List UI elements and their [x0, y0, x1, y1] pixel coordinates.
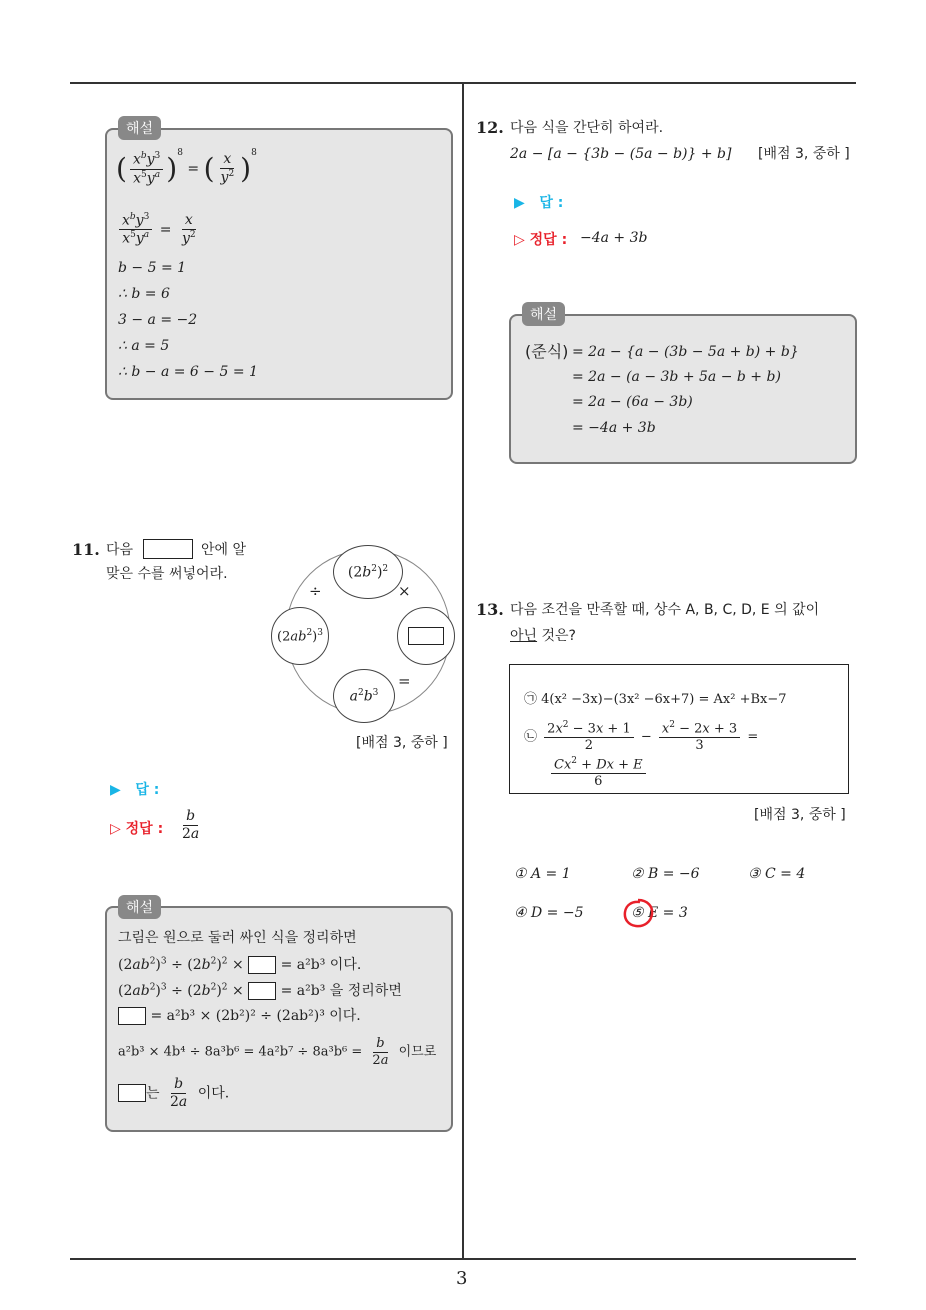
q13-choice-3[interactable]: ③ C = 4: [748, 866, 806, 882]
q12-expr: 2a − [a − {3b − (5a − b)} + b]: [510, 146, 732, 162]
solution-tag: 해설: [118, 116, 161, 140]
q12-correct-label: ▷ 정답 :: [514, 232, 568, 248]
q11-blank-box: [143, 539, 193, 559]
q11-circle-top: $(2b^2)^2$: [333, 545, 403, 599]
sol12-line: = 2a − (6a − 3b): [572, 394, 693, 410]
q11-text3: 맞은 수를 써넣어라.: [106, 566, 228, 582]
q11-op-mul: ×: [398, 582, 411, 600]
q11-circle-bottom: $a^2b^3$: [333, 669, 395, 723]
sol12-line: = 2a − {a − (3b − 5a + b) + b}: [572, 344, 799, 360]
q13-text1: 다음 조건을 만족할 때, 상수 A, B, C, D, E 의 값이: [510, 602, 820, 618]
sol10-line: 3 − a = −2: [118, 312, 198, 328]
question-number-13: 13.: [476, 600, 504, 619]
q13-choice-4[interactable]: ④ D = −5: [514, 905, 584, 921]
q11-text1: 다음: [106, 542, 134, 558]
sol12-head: (준식): [525, 342, 569, 361]
question-number-12: 12.: [476, 118, 504, 137]
q13-cond2-rhs: $\frac{Cx^2 + Dx + E}{6}$: [548, 756, 649, 790]
sol10-line: b − 5 = 1: [118, 260, 187, 276]
q13-cond2: ㉡ $\frac{2x^2 - 3x + 1}{2}$ − $\frac{x^2 - 2x + 3}{3}$ =: [524, 720, 759, 753]
bottom-rule: [70, 1258, 856, 1260]
sol10-line: ∴ b = 6: [118, 286, 170, 302]
solution-tag: 해설: [522, 302, 565, 326]
q11-text2: 안에 알: [201, 542, 247, 558]
q13-choice-1[interactable]: ① A = 1: [514, 866, 571, 882]
sol11-line3: $(2ab^2)^3 \div (2b^2)^2$ × = a²b³ 을 정리하면: [118, 982, 402, 999]
q12-answer-label: ▶ 답 :: [514, 195, 564, 211]
solution-box-12: [509, 314, 857, 464]
sol11-line5: a²b³ × 4b⁴ ÷ 8a³b⁶ = 4a²b⁷ ÷ 8a³b⁶ = $\frac{b}{2a}$ 이므로: [118, 1036, 437, 1068]
q12-correct-answer: −4a + 3b: [580, 230, 648, 246]
q13-cond1: ㉠ 4(x² −3x)−(3x² −6x+7) = Ax² +Bx−7: [524, 692, 787, 707]
sol11-line2: $(2ab^2)^3 \div (2b^2)^2$ × = a²b³ 이다.: [118, 956, 362, 973]
q13-text2: 아닌 것은?: [510, 628, 576, 644]
q11-correct-label: ▷ 정답 :: [110, 821, 164, 837]
sol10-eq2: $\frac{x^by^3}{x^5y^a}$ = $\frac{x}{y^2}$: [116, 212, 202, 248]
q13-choice-2[interactable]: ② B = −6: [631, 866, 700, 882]
sol11-line6: 는 $\frac{b}{2a}$ 이다.: [118, 1076, 229, 1111]
q13-choice-5[interactable]: ⑤ E = 3: [631, 905, 688, 921]
q12-text: 다음 식을 간단히 하여라.: [510, 120, 664, 136]
q11-score: [배점 3, 중하 ]: [356, 735, 448, 751]
column-divider: [462, 84, 464, 1260]
sol12-line: = −4a + 3b: [572, 420, 656, 436]
sol10-eq1: ( $\frac{x^by^3}{x^5y^a}$ )$^8$ = ( $\frac{x}{y^2}$ )$^8$: [116, 148, 257, 187]
sol11-line4: = a²b³ × (2b²)² ÷ (2ab²)³ 이다.: [118, 1007, 361, 1025]
answer-mark-circle: [620, 896, 656, 930]
sol12-line: = 2a − (a − 3b + 5a − b + b): [572, 369, 781, 385]
q11-op-div: ÷: [309, 582, 322, 600]
solution-tag: 해설: [118, 895, 161, 919]
q12-score: [배점 3, 중하 ]: [758, 146, 850, 162]
q11-op-eq: =: [398, 672, 411, 690]
page-number: 3: [456, 1268, 468, 1289]
q11-correct-answer: $\frac{b}{2a}$: [182, 808, 200, 842]
q11-circle-blank: [408, 627, 444, 645]
question-number-11: 11.: [72, 540, 100, 559]
sol10-line: ∴ b − a = 6 − 5 = 1: [118, 364, 258, 380]
q11-circle-right: [397, 607, 455, 665]
q13-score: [배점 3, 중하 ]: [754, 807, 846, 823]
q11-answer-label: ▶ 답 :: [110, 782, 160, 798]
q11-circle-left: $(2ab^2)^3$: [271, 607, 329, 665]
sol10-line: ∴ a = 5: [118, 338, 170, 354]
sol11-line1: 그림은 원으로 둘러 싸인 식을 정리하면: [118, 930, 357, 946]
